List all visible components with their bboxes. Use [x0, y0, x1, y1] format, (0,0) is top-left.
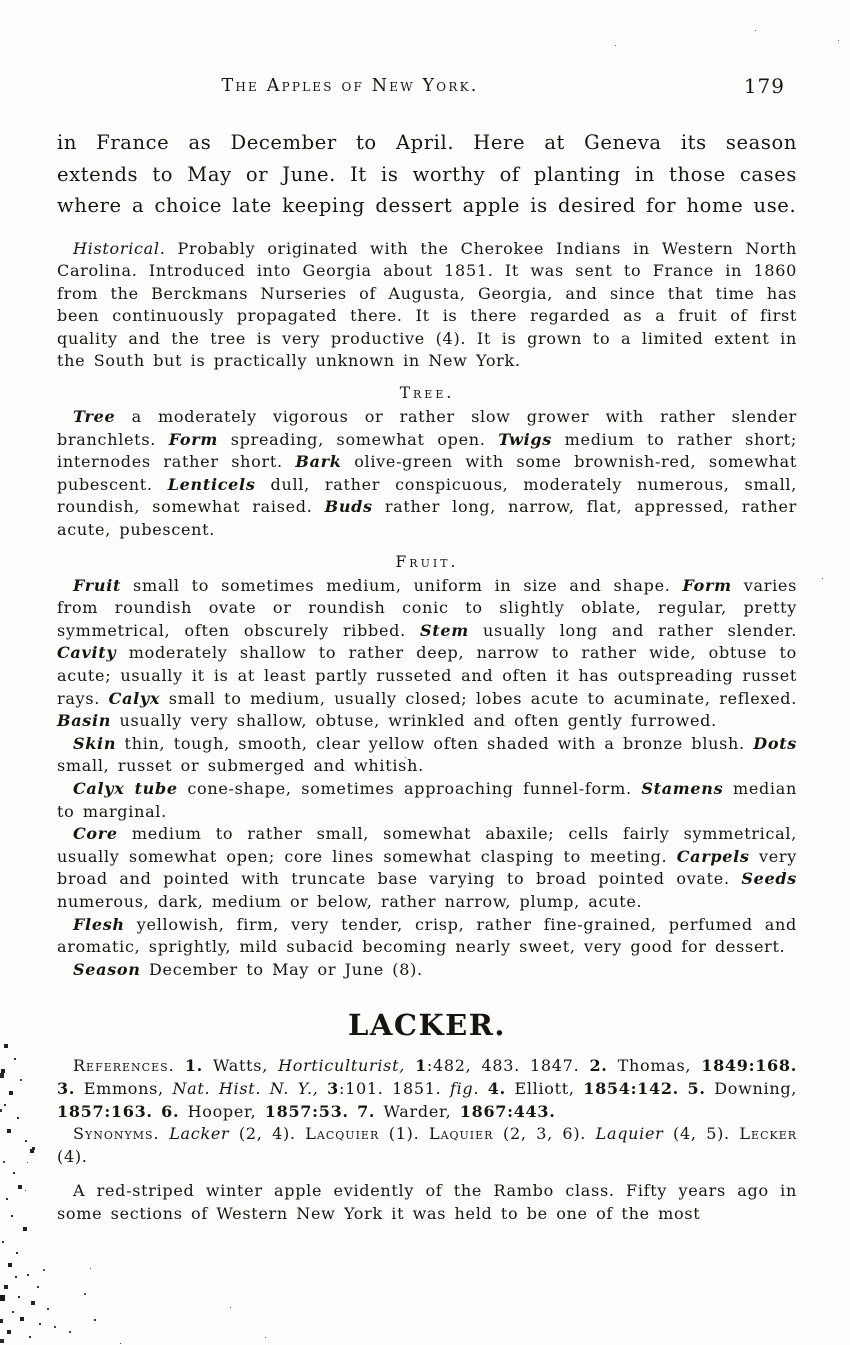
scan-noise-dots-small — [0, 0, 1, 1]
paragraph-synonyms: Synonyms. Lacker (2, 4). Lacquier (1). Laquier (2, 3, 6). Laquier (4, 5). Lecker (4). — [57, 1124, 798, 1166]
paragraph-season-continuation: in France as December to April. Here at Geneva its season extends to May or June. It is worthy of planting in those cases where a choice late keeping dessert apple is desired for home use. — [57, 131, 797, 217]
variety-title-lacker: LACKER. — [348, 1008, 506, 1043]
page-header — [57, 76, 797, 100]
paragraph-lacker-description: A red-striped winter apple evidently of the Rambo class. Fifty years ago in some sections of Western New York it was held to be one of the most — [57, 1181, 797, 1223]
text-column — [57, 0, 797, 1225]
paragraph-tree-description: Tree a moderately vigorous or rather slow grower with rather slender branchlets. Form spreading, somewhat open. Twigs medium to rather short; internodes rather short. Bark olive-green with some brownish-red, somewhat pubescent. Lenticels dull, rather conspicuous, moderately numerous, small, roundish, somewhat raised. Buds rather long, narrow, flat, appressed, rather acute, pubescent. — [57, 407, 798, 540]
paragraph-flesh: Flesh yellowish, firm, very tender, crisp, rather fine-grained, perfumed and aromatic, sprightly, mild subacid becoming nearly sweet, very good for dessert. — [57, 914, 797, 957]
paragraph-historical: Historical. Probably originated with the Cherokee Indians in Western North Carolina. Introduced into Georgia about 1851. It was sent to France in 1860 from the Berckmans Nurseries of Augusta, Georgia, and since that time has been continuously propagated there. It is there regarded as a fruit of first quality and the tree is very productive (4). It is grown to a limited extent in the South but is practically unknown in New York. — [57, 238, 797, 371]
page-number: 179 — [743, 74, 785, 98]
paragraph-references: References. 1. Watts, Horticulturist, 1:482, 483. 1847. 2. Thomas, 1849:168. 3. Emmons, Nat. Hist. N. Y., 3:101. 1851. fig. 4. Elliott, 1854:142. 5. Downing, 1857:163. 6. Hooper, 1857:53. 7. Warder, 1867:443. — [57, 1056, 798, 1121]
paragraph-season: Season December to May or June (8). — [73, 959, 423, 979]
heading-tree: Tree. — [399, 384, 455, 403]
paragraph-skin-dots: Skin thin, tough, smooth, clear yellow often shaded with a bronze blush. Dots small, russet or submerged and whitish. — [57, 733, 797, 776]
paragraph-calyx-tube-stamens: Calyx tube cone-shape, sometimes approaching funnel-form. Stamens median to marginal. — [57, 778, 797, 821]
heading-fruit: Fruit. — [395, 552, 459, 571]
running-title: The Apples of New York. — [221, 76, 479, 96]
paragraph-fruit-description: Fruit small to sometimes medium, uniform in size and shape. Form varies from roundish ovate or roundish conic to slightly oblate, regular, pretty symmetrical, often obscurely ribbed. Stem usually long and rather slender. Cavity moderately shallow to rather deep, narrow to rather wide, obtuse to acute; usually it is at least partly russeted and often it has outspreading russet rays. Calyx small to medium, usually closed; lobes acute to acuminate, reflexed. Basin usually very shallow, obtuse, wrinkled and often gently furrowed. — [57, 575, 798, 731]
paragraph-core-carpels-seeds: Core medium to rather small, somewhat abaxile; cells fairly symmetrical, usually somewhat open; core lines somewhat clasping to meeting. Carpels very broad and pointed with truncate base varying to broad pointed ovate. Seeds numerous, dark, medium or below, rather narrow, plump, acute. — [57, 824, 797, 911]
